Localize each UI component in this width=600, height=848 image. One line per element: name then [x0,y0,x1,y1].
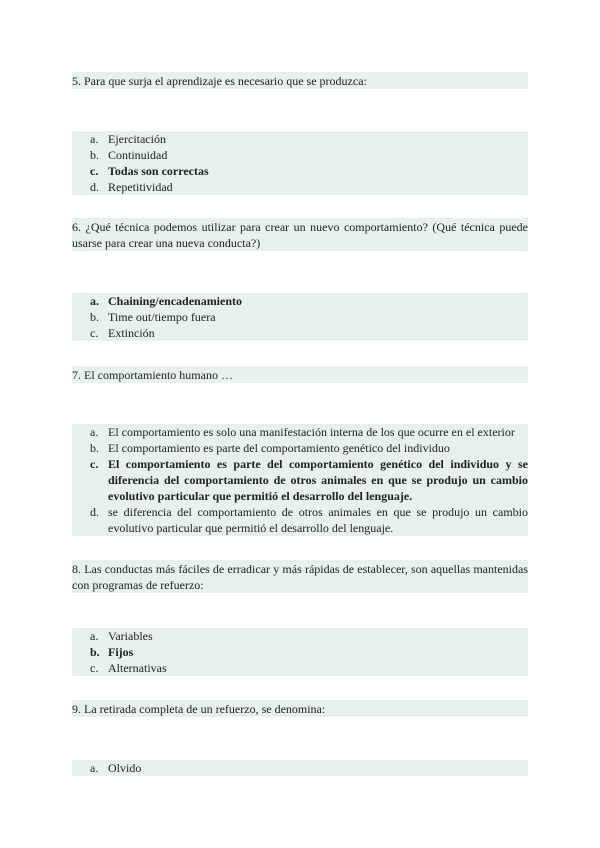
answers-9 [72,760,528,776]
option-c: c. Todas son correctas [90,164,209,178]
answers-8 [72,628,528,676]
question-7 [72,366,528,383]
option-c: c. Extinción [90,326,155,340]
question-text: 9. La retirada completa de un refuerzo, se denomina: [72,702,326,716]
option-a: a. Ejercitación [90,132,166,146]
option-a: a. El comportamiento es solo una manifestación interna de los que ocurre en el exterior [90,425,515,439]
answers-7 [72,424,528,536]
question-text: 8. Las conductas más fáciles de erradicar y más rápidas de establecer, son aquellas mantenidas con programas de refuerzo: [72,562,528,592]
question-6 [72,218,528,251]
question-5 [72,72,528,89]
option-c: c. El comportamiento es parte del comportamiento genético del individuo y se diferencia del comportamiento de otros animales en que se produjo un cambio evolutivo particular que permitió el desarrollo del lenguaje. [90,457,528,503]
answers-6 [72,293,528,341]
option-d: d. se diferencia del comportamiento de otros animales en que se produjo un cambio evolutivo particular que permitió el desarrollo del lenguaje. [90,505,528,535]
option-c: c. Alternativas [90,661,167,675]
question-text: 5. Para que surja el aprendizaje es necesario que se produzca: [72,74,367,88]
option-b: b. Time out/tiempo fuera [90,310,216,324]
option-d: d. Repetitividad [90,180,173,194]
option-b: b. Continuidad [90,148,168,162]
answers-5 [72,131,528,195]
question-9 [72,700,528,717]
option-a: a. Variables [90,629,153,643]
question-8 [72,560,528,593]
option-b: b. El comportamiento es parte del comportamiento genético del individuo [90,441,450,455]
question-text: 7. El comportamiento humano … [72,368,233,382]
option-a: a. Olvido [90,761,142,775]
option-b: b. Fijos [90,645,134,659]
option-a: a. Chaining/encadenamiento [90,294,243,308]
question-text: 6. ¿Qué técnica podemos utilizar para crear un nuevo comportamiento? (Qué técnica puede usarse para crear una nueva conducta?) [72,220,528,250]
